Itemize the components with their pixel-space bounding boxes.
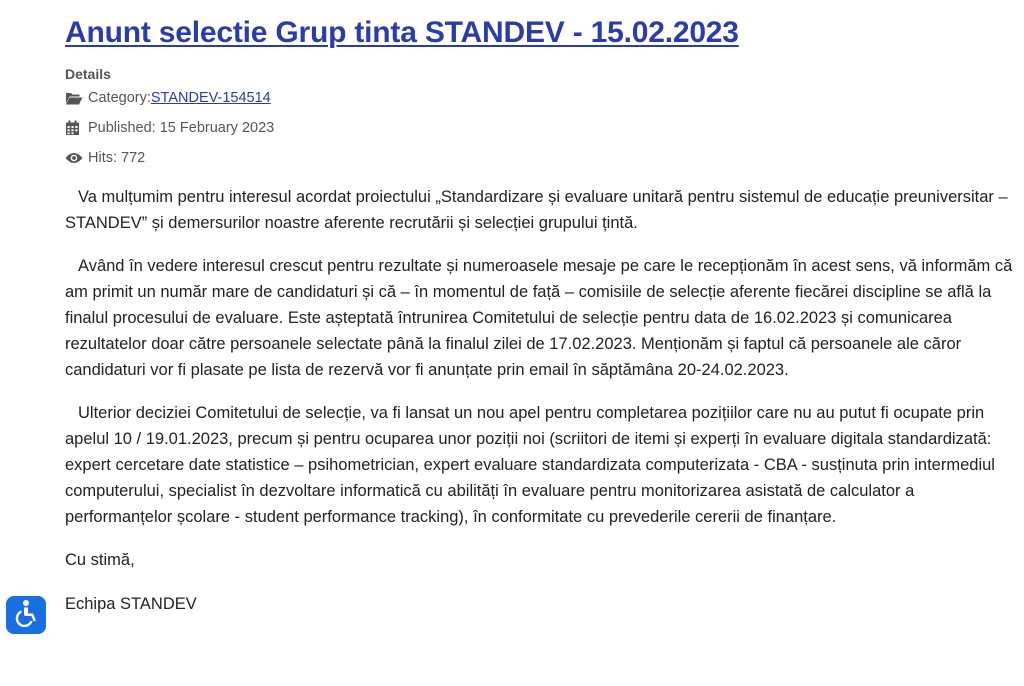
signature-text: Echipa STANDEV	[65, 595, 197, 613]
closing-text: Cu stimă,	[65, 551, 135, 569]
calendar-icon	[65, 120, 83, 136]
article-body	[65, 184, 1015, 617]
published-row	[65, 119, 1015, 137]
paragraph-2: Având în vedere interesul crescut pentru rezultate și numeroasele mesaje pe care le recepționăm în acest sens, vă informăm că am primit un număr mare de candidaturi și că – în momentul de față – comisiile de selecție aferente fiecărei discipline se află la finalul procesului de evaluare. Este așteptată întrunirea Comitetului de selecție pentru data de 16.02.2023 și comunicarea rezultatelor doar către persoanele selectate până la finalul zilei de 17.02.2023. Menționăm și faptul că persoanele ale căror candidaturi vor fi plasate pe lista de rezervă vor fi anunțate prin email în săptămâna 20-24.02.2023.	[65, 257, 1013, 379]
page-title	[65, 0, 1015, 53]
paragraph-3: Ulterior deciziei Comitetului de selecție, va fi lansat un nou apel pentru completarea pozițiilor care nu au putut fi ocupate prin apelul 10 / 19.01.2023, precum și pentru ocuparea unor poziții noi (scriitori de itemi și experți în evaluare digitala standardizată: expert cercetare date statistice – psihometrician, expert evaluare standardizata computerizata - CBA - susținuta prin intermediul computerului, specialist în dezvoltare informatică cu abilități în evaluare pentru monitorizarea asistată de calculator a performanțelor școlare - student performance tracking), în conformitate cu prevederile cererii de finanțare.	[65, 404, 995, 526]
category-row	[65, 89, 1015, 107]
article	[65, 0, 1015, 635]
eye-icon	[65, 150, 83, 166]
details-label: Details	[65, 66, 111, 82]
accessibility-button[interactable]	[6, 596, 46, 634]
hits-count: Hits: 772	[88, 150, 146, 166]
published-date: Published: 15 February 2023	[88, 120, 275, 136]
wheelchair-icon	[13, 599, 39, 632]
category-prefix: Category:	[88, 90, 151, 106]
hits-row	[65, 149, 1015, 167]
category-link[interactable]: STANDEV-154514	[150, 90, 271, 106]
folder-open-icon	[65, 90, 83, 106]
article-title-link[interactable]: Anunt selectie Grup tinta STANDEV - 15.02.2023	[65, 16, 739, 49]
paragraph-1: Va mulțumim pentru interesul acordat proiectului „Standardizare și evaluare unitară pentru sistemul de educație preuniversitar – STANDEV” și demersurilor noastre aferente recrutării și selecției grupului țintă.	[65, 188, 1008, 232]
